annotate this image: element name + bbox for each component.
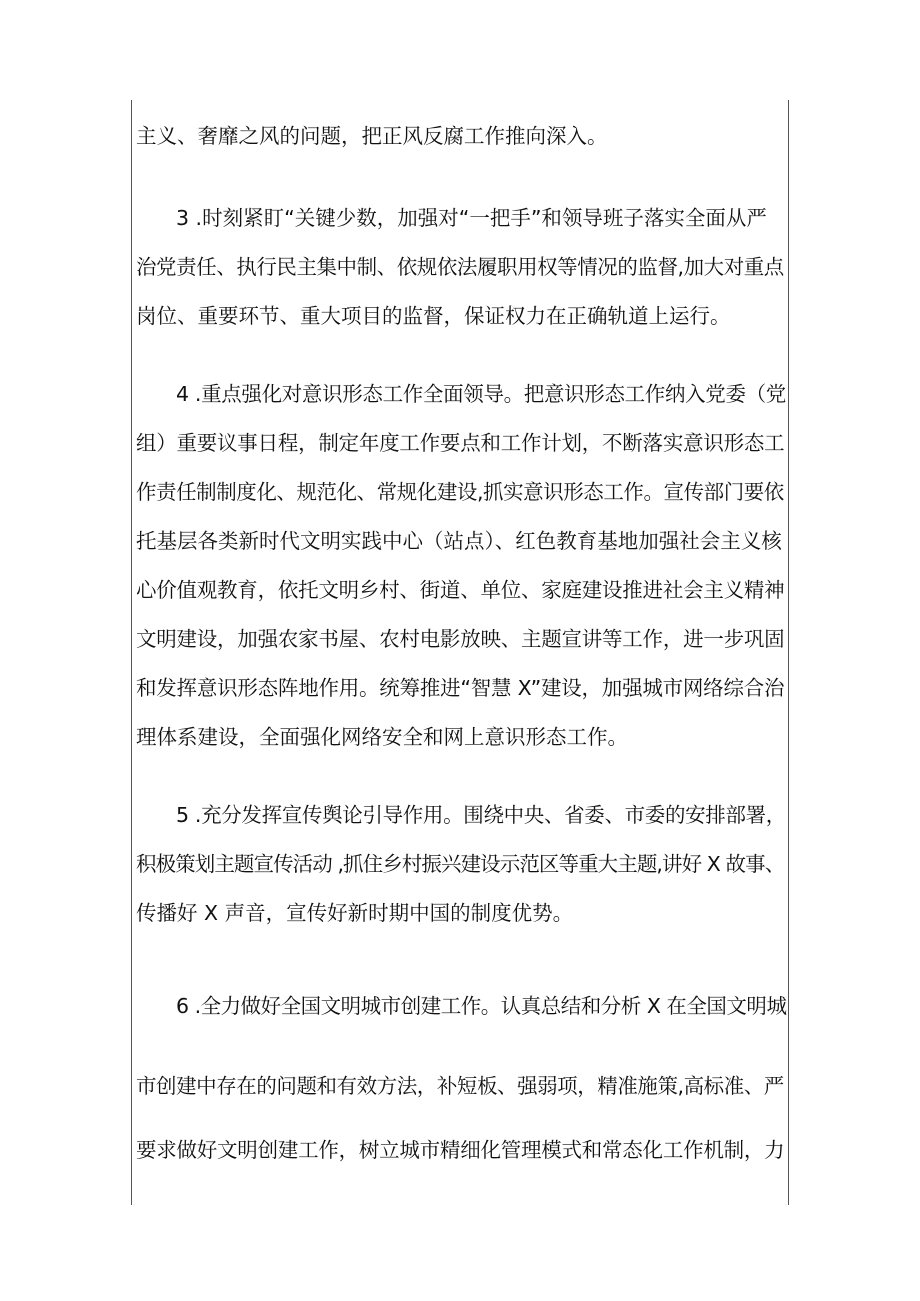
text-line: 组）重要议事日程，制定年度工作要点和工作计划，不断落实意识形态工 <box>136 431 785 455</box>
text-line: 4 .重点强化对意识形态工作全面领导。把意识形态工作纳入党委（党 <box>176 382 786 406</box>
text-line: 托基层各类新时代文明实践中心（站点）、红色教育基地加强社会主义核 <box>136 529 782 553</box>
text-line: 岗位、重要环节、重大项目的监督，保证权力在正确轨道上运行。 <box>136 304 731 328</box>
text-line: 文明建设，加强农家书屋、农村电影放映、主题宣讲等工作，进一步巩固 <box>136 627 785 651</box>
text-line: 市创建中存在的问题和有效方法，补短板、强弱项，精准施策,高标准、严 <box>136 1074 784 1098</box>
text-line: 作责任制制度化、规范化、常规化建设,抓实意识形态工作。宣传部门要依 <box>136 480 784 504</box>
text-line: 心价值观教育，依托文明乡村、街道、单位、家庭建设推进社会主义精神 <box>136 578 785 602</box>
text-line: 5 .充分发挥宣传舆论引导作用。围绕中央、省委、市委的安排部署， <box>176 803 786 827</box>
text-line: 6 .全力做好全国文明城市创建工作。认真总结和分析 X 在全国文明城 <box>176 994 787 1018</box>
text-line: 治党责任、执行民主集中制、依规依法履职用权等情况的监督,加大对重点 <box>136 255 784 279</box>
text-line: 3 .时刻紧盯“关键少数，加强对“一把手”和领导班子落实全面从严 <box>176 206 767 230</box>
text-line: 和发挥意识形态阵地作用。统筹推进“智慧 X”建设，加强城市网络综合治 <box>136 676 785 700</box>
text-line: 传播好 X 声音，宣传好新时期中国的制度优势。 <box>136 901 574 925</box>
text-line: 主义、奢靡之风的问题，把正风反腐工作推向深入。 <box>136 124 608 148</box>
text-line: 理体系建设，全面强化网络安全和网上意识形态工作。 <box>136 725 628 749</box>
text-line: 积极策划主题宣传活动 ,抓住乡村振兴建设示范区等重大主题,讲好 X 故事、 <box>136 852 785 876</box>
right-margin-rule <box>788 100 789 1205</box>
left-margin-rule <box>131 100 132 1205</box>
text-line: 要求做好文明创建工作，树立城市精细化管理模式和常态化工作机制，力 <box>136 1138 785 1162</box>
